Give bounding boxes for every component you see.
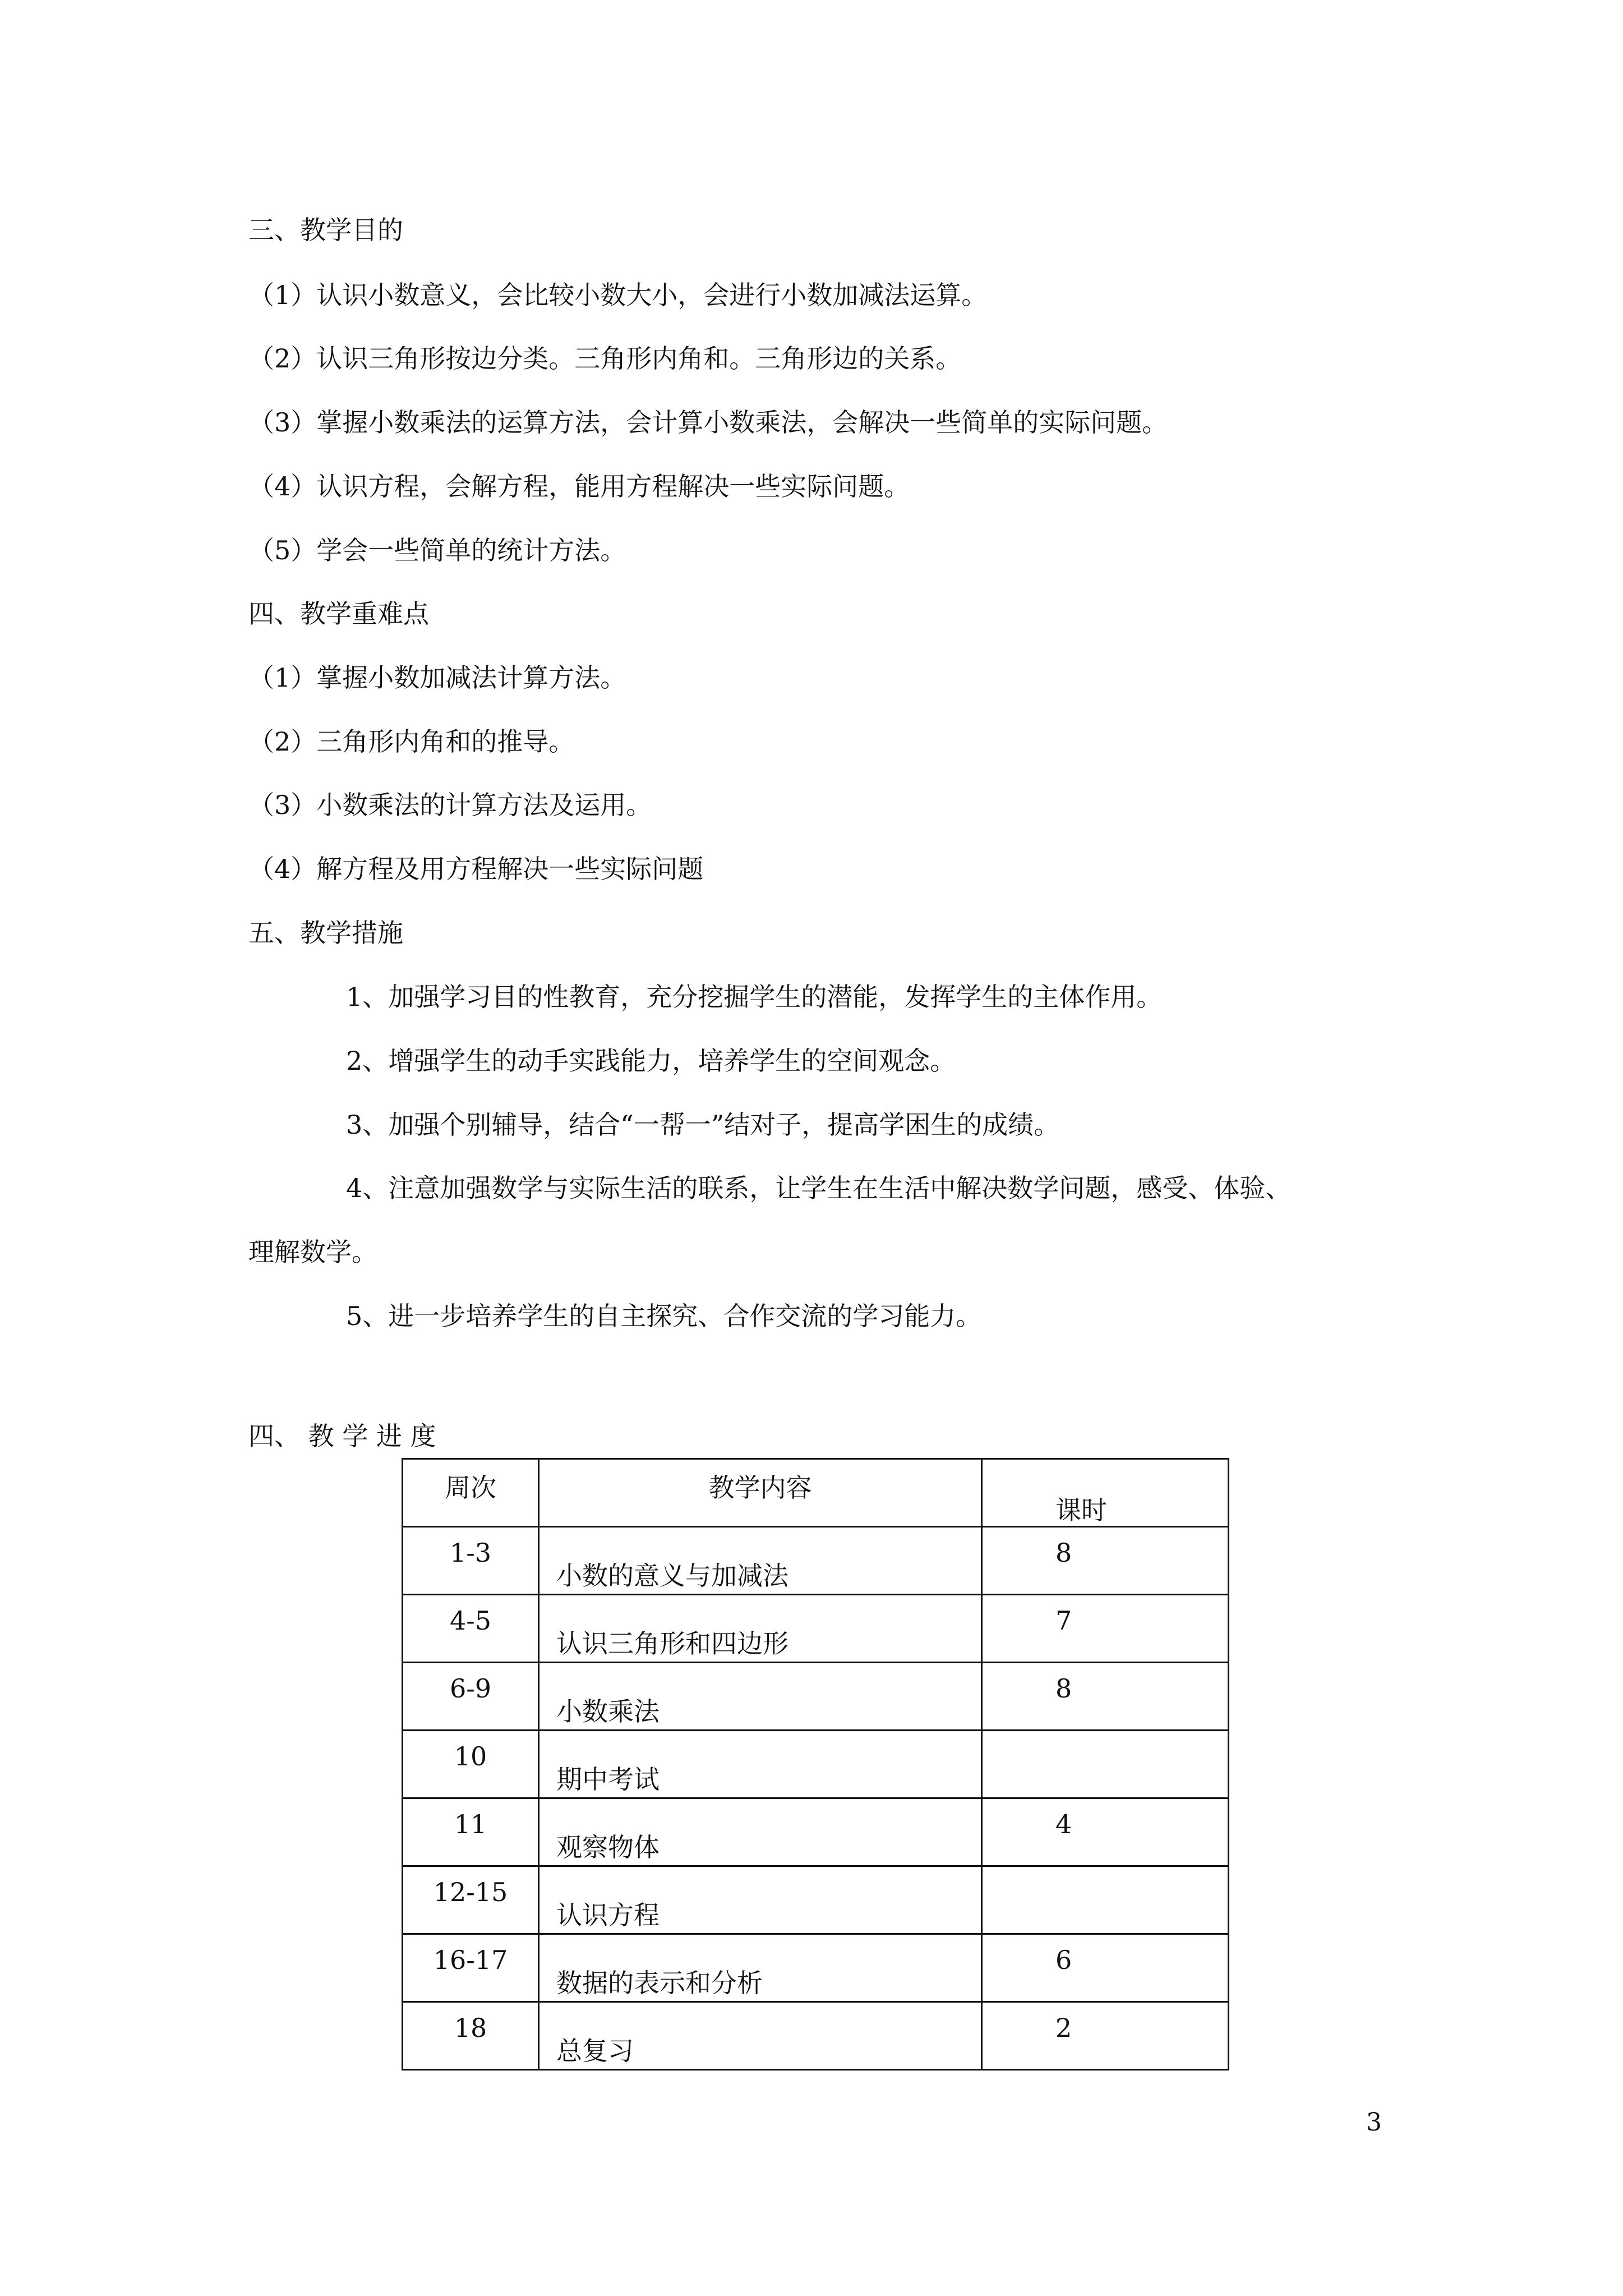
measure-item-3: 3、加强个别辅导，结合“一帮一”结对子，提高学困生的成绩。	[346, 1110, 1060, 1140]
header-cell-week	[403, 1459, 539, 1527]
objective-item-2: （2）认识三角形按边分类。三角形内角和。三角形边的关系。	[248, 343, 962, 374]
hours-cell	[982, 1934, 1229, 2002]
key-point-item-4: （4）解方程及用方程解决一些实际问题	[248, 854, 704, 884]
table-row	[403, 1663, 1229, 1731]
week-value: 6-9	[449, 1673, 492, 1704]
key-point-item-1: （1）掌握小数加减法计算方法。	[248, 662, 626, 693]
table-row	[403, 2002, 1229, 2070]
hours-value: 8	[1055, 1538, 1072, 1568]
measure-item-4-continued: 理解数学。	[248, 1237, 377, 1267]
content-value: 数据的表示和分析	[556, 1968, 763, 1998]
content-cell	[539, 1663, 982, 1731]
week-value: 16-17	[433, 1945, 508, 1975]
objective-item-5: （5）学会一些简单的统计方法。	[248, 535, 626, 565]
content-value: 总复习	[556, 2036, 634, 2066]
key-point-item-3: （3）小数乘法的计算方法及运用。	[248, 790, 652, 820]
header-cell-content	[539, 1459, 982, 1527]
content-cell	[539, 1798, 982, 1866]
week-cell	[403, 2002, 539, 2070]
week-cell	[403, 1595, 539, 1663]
header-content-label: 教学内容	[708, 1473, 812, 1503]
content-value: 期中考试	[556, 1764, 660, 1795]
schedule-heading: 四、 教 学 进 度	[248, 1421, 436, 1451]
content-value: 小数的意义与加减法	[556, 1561, 789, 1591]
hours-cell	[982, 1731, 1229, 1798]
hours-value: 7	[1055, 1605, 1072, 1636]
measures-heading: 五、教学措施	[248, 918, 403, 948]
week-cell	[403, 1663, 539, 1731]
objective-item-3: （3）掌握小数乘法的运算方法，会计算小数乘法，会解决一些简单的实际问题。	[248, 407, 1168, 438]
content-value: 认识三角形和四边形	[556, 1628, 789, 1659]
table-row	[403, 1934, 1229, 2002]
content-cell	[539, 1527, 982, 1595]
hours-value: 4	[1055, 1809, 1072, 1839]
content-value: 观察物体	[556, 1832, 660, 1862]
hours-cell	[982, 1527, 1229, 1595]
header-cell-hours	[982, 1459, 1229, 1527]
hours-cell	[982, 1663, 1229, 1731]
hours-value: 8	[1055, 1673, 1072, 1704]
key-points-heading: 四、教学重难点	[248, 599, 429, 629]
table-row	[403, 1527, 1229, 1595]
week-value: 12-15	[433, 1877, 508, 1907]
week-cell	[403, 1731, 539, 1798]
week-cell	[403, 1866, 539, 1934]
week-value: 11	[454, 1809, 487, 1839]
hours-cell	[982, 1798, 1229, 1866]
content-value: 小数乘法	[556, 1696, 660, 1727]
hours-cell	[982, 1595, 1229, 1663]
objectives-heading: 三、教学目的	[248, 215, 403, 245]
schedule-table	[402, 1458, 1229, 2070]
hours-cell	[982, 1866, 1229, 1934]
header-week-label: 周次	[445, 1473, 496, 1503]
objective-item-4: （4）认识方程，会解方程，能用方程解决一些实际问题。	[248, 471, 910, 501]
schedule-header-row	[403, 1459, 1229, 1527]
page-number: 3	[1366, 2108, 1382, 2137]
measure-item-4: 4、注意加强数学与实际生活的联系，让学生在生活中解决数学问题，感受、体验、	[346, 1173, 1292, 1203]
table-row	[403, 1731, 1229, 1798]
table-row	[403, 1798, 1229, 1866]
table-row	[403, 1595, 1229, 1663]
content-cell	[539, 1595, 982, 1663]
hours-value: 2	[1055, 2013, 1072, 2043]
week-value: 10	[454, 1741, 487, 1772]
week-value: 18	[454, 2013, 487, 2043]
content-cell	[539, 1731, 982, 1798]
key-point-item-2: （2）三角形内角和的推导。	[248, 726, 575, 757]
table-row	[403, 1866, 1229, 1934]
hours-cell	[982, 2002, 1229, 2070]
content-cell	[539, 1934, 982, 2002]
measure-item-2: 2、增强学生的动手实践能力，培养学生的空间观念。	[346, 1046, 956, 1076]
measure-item-5: 5、进一步培养学生的自主探究、合作交流的学习能力。	[346, 1301, 982, 1331]
week-cell	[403, 1798, 539, 1866]
header-hours-label: 课时	[1055, 1495, 1107, 1525]
hours-value: 6	[1055, 1945, 1072, 1975]
content-value: 认识方程	[556, 1900, 660, 1930]
week-cell	[403, 1934, 539, 2002]
measure-item-1: 1、加强学习目的性教育，充分挖掘学生的潜能，发挥学生的主体作用。	[346, 982, 1163, 1012]
objective-item-1: （1）认识小数意义，会比较小数大小，会进行小数加减法运算。	[248, 280, 988, 310]
week-value: 4-5	[449, 1605, 492, 1636]
content-cell	[539, 1866, 982, 1934]
content-cell	[539, 2002, 982, 2070]
week-value: 1-3	[449, 1538, 492, 1568]
week-cell	[403, 1527, 539, 1595]
